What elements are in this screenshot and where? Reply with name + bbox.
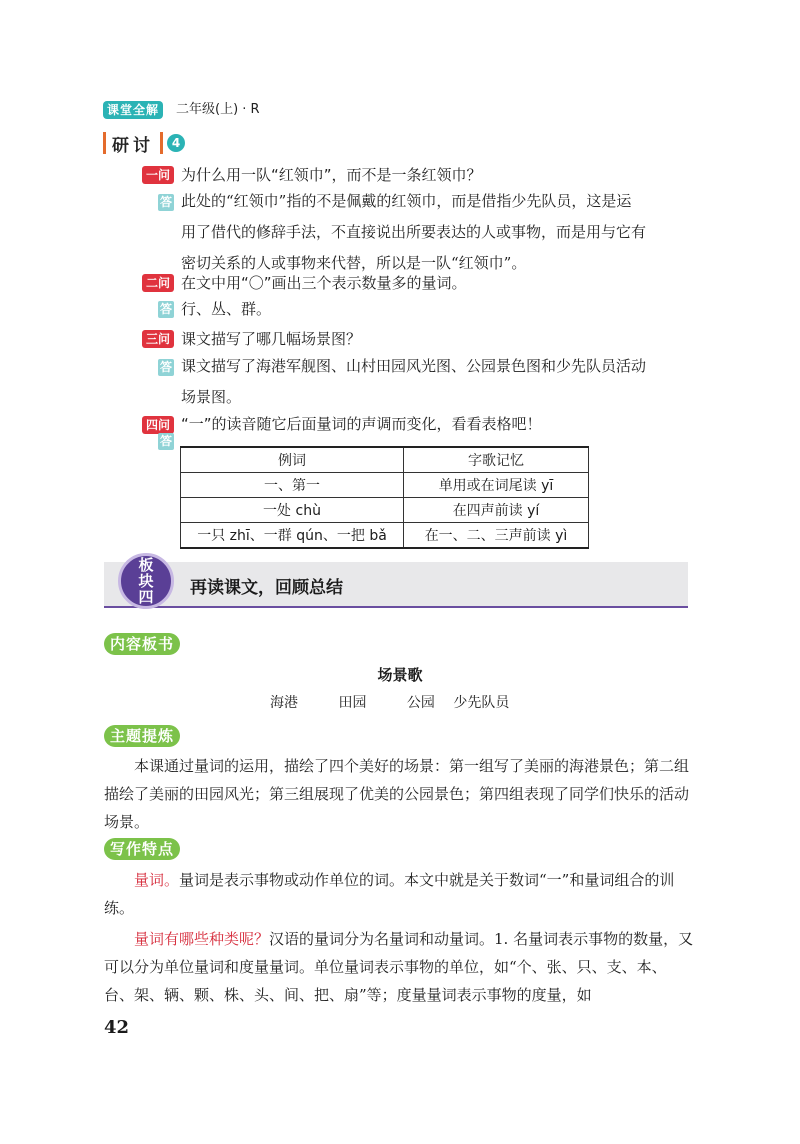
table-cell: 在四声前读 yí — [404, 498, 589, 523]
tone-table — [180, 446, 589, 549]
place-item: 公园 — [406, 695, 435, 711]
answer-3-line-2: 场景图。 — [181, 388, 242, 406]
highlight-term: 量词。 — [134, 871, 180, 889]
question-badge-2: 二问 — [142, 274, 174, 292]
table-cell: 在一、二、三声前读 yì — [404, 523, 589, 549]
discuss-header — [103, 131, 185, 155]
question-3: 课文描写了哪几幅场景图？ — [181, 330, 362, 348]
block-badge — [118, 553, 174, 609]
answer-2-line-1: 行、丛、群。 — [181, 300, 272, 318]
paragraph-text: 量词是表示事物或动作单位的词。本文中就是关于数词“一”和量词组合的训练。 — [104, 871, 675, 917]
theme-tab: 主题提炼 — [104, 725, 180, 747]
question-badge-1: 一问 — [142, 166, 174, 184]
block-badge-char: 块 — [138, 572, 154, 590]
board-title: 场景歌 — [377, 666, 423, 684]
accent-bar — [103, 132, 106, 154]
board-places — [270, 693, 545, 713]
highlight-question: 量词有哪些种类呢？ — [134, 930, 270, 948]
answer-1-line-1: 此处的“红领巾”指的不是佩戴的红领巾，而是借指少先队员，这是运 — [181, 192, 632, 210]
writing-tab: 写作特点 — [104, 838, 180, 860]
block-badge-char: 板 — [138, 556, 154, 574]
block-badge-char: 四 — [138, 588, 154, 606]
grade-label: 二年级(上) · R — [176, 102, 260, 117]
place-item: 少先队员 — [453, 695, 510, 711]
table-row — [181, 523, 589, 549]
answer-badge-1: 答 — [159, 195, 172, 209]
table-header-row — [181, 447, 589, 473]
table-row — [181, 473, 589, 498]
answer-3-line-1: 课文描写了海港军舰图、山村田园风光图、公园景色图和少先队员活动 — [181, 357, 647, 375]
discuss-label: 研讨 — [112, 135, 154, 156]
answer-badge-2: 答 — [159, 302, 172, 316]
paragraph-text: 汉语的量词分为名量词和动量词。1. 名量词表示事物的数量，又可以分为单位量词和度量量词。单位量词表示事物的单位，如“个、张、只、支、本、台、架、辆、颗、株、头、间、把、扇”等；度量量词表示事物的度量，如 — [104, 930, 694, 1004]
question-badge-4: 四问 — [142, 416, 174, 434]
page-number: 42 — [104, 1017, 130, 1038]
question-2: 在文中用“〇”画出三个表示数量多的量词。 — [181, 274, 467, 292]
table-header-cell: 字歌记忆 — [404, 447, 589, 473]
section-title: 再读课文，回顾总结 — [190, 578, 343, 598]
accent-bar — [160, 132, 163, 154]
table-row — [181, 498, 589, 523]
table-cell: 一只 zhī、一群 qún、一把 bǎ — [181, 523, 404, 549]
question-1: 为什么用一队“红领巾”，而不是一条红领巾？ — [181, 166, 482, 184]
book-logo: 课堂全解 — [103, 101, 163, 119]
theme-paragraph: 本课通过量词的运用，描绘了四个美好的场景：第一组写了美丽的海港景色；第二组描绘了美丽的田园风光；第三组展现了优美的公园景色；第四组表现了同学们快乐的活动场景。 — [104, 757, 690, 831]
answer-badge-3: 答 — [159, 360, 172, 374]
answer-1-line-2: 用了借代的修辞手法，不直接说出所要表达的人或事物，而是用与它有 — [181, 223, 647, 241]
discuss-number: 4 — [167, 134, 185, 152]
writing-paragraph-1 — [104, 866, 696, 922]
question-4: “一”的读音随它后面量词的声调而变化，看看表格吧！ — [181, 415, 542, 433]
content-board-tab: 内容板书 — [104, 633, 180, 655]
writing-paragraph-2 — [104, 925, 696, 1009]
table-cell: 单用或在词尾读 yī — [404, 473, 589, 498]
table-cell: 一、第一 — [181, 473, 404, 498]
answer-badge-4: 答 — [159, 434, 172, 448]
question-badge-3: 三问 — [142, 330, 174, 348]
place-item: 田园 — [338, 695, 367, 711]
place-item: 海港 — [270, 695, 298, 711]
table-header-cell: 例词 — [181, 447, 404, 473]
answer-1-line-3: 密切关系的人或事物来代替，所以是一队“红领巾”。 — [181, 254, 527, 272]
table-cell: 一处 chù — [181, 498, 404, 523]
